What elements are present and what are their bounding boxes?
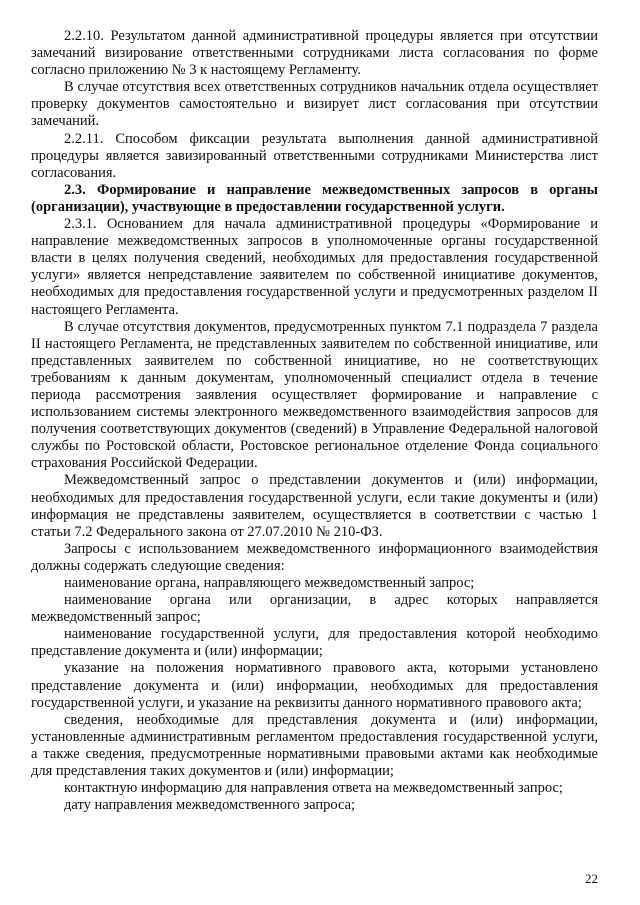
document-body xyxy=(31,28,598,814)
paragraph-request-contents-intro: Запросы с использованием межведомственного информационного взаимодействия должны содержать следующие сведения: xyxy=(31,540,598,574)
page-number: 22 xyxy=(585,871,598,886)
paragraph-2-2-11: 2.2.11. Способом фиксации результата выполнения данной административной процедуры является завизированный ответственными сотрудниками Министерства лист согласования. xyxy=(31,130,598,181)
paragraph-missing-documents: В случае отсутствия документов, предусмотренных пунктом 7.1 подраздела 7 раздела II настоящего Регламента, не представленных заявителем по собственной инициативе, или представленных заявителем по собственной инициативе, но не соответствующих требованиям к данным документам, уполномоченный специалист отдела в течение периода рассмотрения заявления осуществляет формирование и направление с использованием системы электронного межведомственного взаимодействия запросов для получения соответствующих документов (сведений) в Управление Федеральной налоговой службы по Ростовской области, Ростовское региональное отделение Фонда социального страхования Российской Федерации. xyxy=(31,318,598,472)
list-item-legal-act: указание на положения нормативного правового акта, которыми установлено представление документа и (или) информации, необходимых для предоставления государственной услуги, и указание на реквизиты данного нормативного правового акта; xyxy=(31,660,598,711)
paragraph-2-3-1: 2.3.1. Основанием для начала административной процедуры «Формирование и направление межведомственных запросов в уполномоченные органы государственной власти в целях получения сведений, необходимых для предоставления государственной услуги» является непредставление заявителем по собственной инициативе документов, необходимых для предоставления государственной услуги и предусмотренных разделом II настоящего Регламента. xyxy=(31,216,598,318)
paragraph-interagency-request: Межведомственный запрос о представлении документов и (или) информации, необходимых для предоставления государственной услуги, если такие документы и (или) информация не представлены заявителем, осуществляется в соответствии с частью 1 статьи 7.2 Федерального закона от 27.07.2010 № 210-ФЗ. xyxy=(31,472,598,540)
list-item-service-name: наименование государственной услуги, для предоставления которой необходимо представление документа и (или) информации; xyxy=(31,626,598,660)
list-item-requesting-body: наименование органа, направляющего межведомственный запрос; xyxy=(64,575,475,591)
list-item-contact-info: контактную информацию для направления ответа на межведомственный запрос; xyxy=(64,780,563,797)
list-item-required-info: сведения, необходимые для представления документа и (или) информации, установленные административным регламентом предоставления государственной услуги, а также сведения, предусмотренные нормативными правовыми актами как необходимые для представления таких документов и (или) информации; xyxy=(31,711,598,780)
section-heading-2-3: 2.3. Формирование и направление межведомственных запросов в органы (организации), участвующие в предоставлении государственной услуги. xyxy=(31,181,598,215)
list-item-recipient-body: наименование органа или организации, в адрес которых направляется межведомственный запрос; xyxy=(31,592,598,626)
list-item-request-date: дату направления межведомственного запроса; xyxy=(64,797,356,814)
paragraph-absence-of-staff: В случае отсутствия всех ответственных сотрудников начальник отдела осуществляет проверку документов самостоятельно и визирует лист согласования при отсутствии замечаний. xyxy=(31,79,598,130)
paragraph-2-2-10: 2.2.10. Результатом данной административной процедуры является при отсутствии замечаний визирование ответственными сотрудниками листа согласования по форме согласно приложению № 3 к настоящему Регламенту. xyxy=(31,28,598,79)
